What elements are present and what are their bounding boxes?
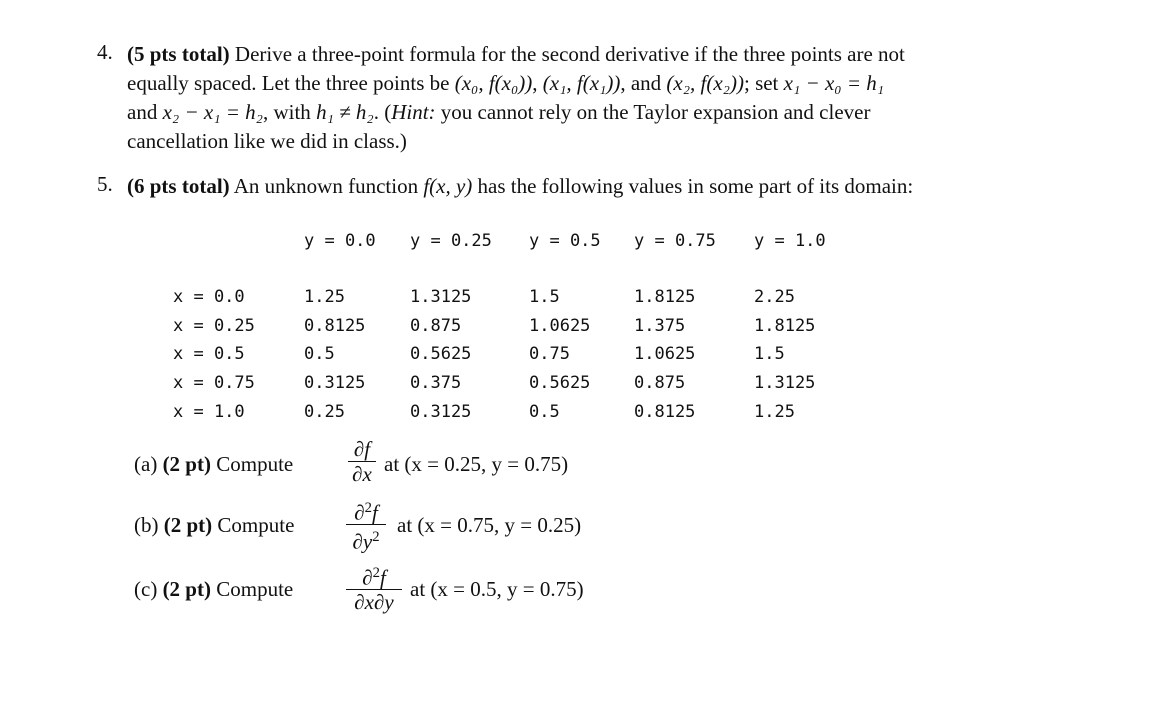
col-header: y = 0.0: [304, 231, 376, 251]
part-b-point: at (x = 0.75, y = 0.25): [397, 513, 582, 537]
problem-5-text: (6 pts total) An unknown function f(x, y) has the following values in some part of its domain:: [127, 174, 914, 198]
problem-4-line-4: cancellation like we did in class.): [127, 129, 407, 153]
col-header: y = 1.0: [754, 231, 826, 251]
part-b: (b) (2 pt) Compute: [134, 513, 295, 537]
table-cell: 0.5: [529, 401, 560, 422]
col-header: y = 0.25: [410, 231, 492, 251]
table-cell: 0.5625: [529, 373, 591, 394]
table-cell: 1.375: [634, 315, 686, 336]
table-cell: 1.8125: [754, 315, 816, 336]
problem-5-points: (6 pts total): [127, 174, 230, 198]
fraction-d2f-dxdy: ∂$^2$f ∂x∂y: [346, 562, 402, 613]
problem-4-line-1: (5 pts total) Derive a three-point formula for the second derivative if the three points are not: [127, 42, 905, 66]
problem-5-number: 5.: [97, 172, 113, 196]
table-cell: 1.3125: [410, 287, 472, 307]
problem-4-number: 4.: [97, 40, 113, 64]
table-cell: 0.3125: [304, 373, 366, 394]
problem-4-text: [127, 40, 1072, 156]
table-cell: 0.3125: [410, 401, 472, 422]
table-cell: 0.8125: [634, 401, 696, 422]
table-cell: 0.375: [410, 373, 462, 394]
row-label: x = 0.0: [173, 287, 245, 307]
problem-4-line-3: and x₂ − x₁ = h₂, with h₁ ≠ h₂. (Hint: you cannot rely on the Taylor expansion and clever: [127, 100, 871, 124]
part-a-point: at (x = 0.25, y = 0.75): [384, 452, 569, 476]
row-label: x = 1.0: [173, 401, 245, 422]
table-cell: 1.8125: [634, 287, 696, 307]
col-header: y = 0.5: [529, 231, 601, 251]
row-label: x = 0.5: [173, 344, 245, 365]
table-cell: 0.25: [304, 401, 345, 422]
table-cell: 0.875: [634, 373, 686, 394]
table-cell: 1.25: [754, 401, 795, 422]
table-cell: 0.875: [410, 315, 462, 336]
part-c: (c) (2 pt) Compute: [134, 577, 294, 601]
table-cell: 0.75: [529, 344, 570, 365]
part-a: (a) (2 pt) Compute: [134, 452, 294, 476]
table-cell: 1.25: [304, 287, 345, 307]
fraction-df-dx: ∂f ∂x: [348, 438, 376, 485]
table-cell: 2.25: [754, 287, 795, 307]
col-header: y = 0.75: [634, 231, 716, 251]
part-c-point: at (x = 0.5, y = 0.75): [410, 577, 584, 601]
problem-4-line-2: equally spaced. Let the three points be (x₀, f(x₀)), (x₁, f(x₁)), and (x₂, f(x₂)); set x₁ − x₀ = h₁: [127, 71, 885, 95]
row-label: x = 0.75: [173, 373, 255, 394]
row-label: x = 0.25: [173, 315, 255, 336]
table-cell: 1.0625: [634, 344, 696, 365]
table-cell: 1.5: [754, 344, 785, 365]
problem-4-points: (5 pts total): [127, 42, 230, 66]
table-cell: 1.0625: [529, 315, 591, 336]
fraction-d2f-dy2: ∂$^2$f $\partial y^2$: [346, 497, 386, 553]
table-cell: 0.5625: [410, 344, 472, 365]
table-cell: 0.5: [304, 344, 335, 365]
table-cell: 0.8125: [304, 315, 366, 336]
table-cell: 1.5: [529, 287, 560, 307]
table-cell: 1.3125: [754, 373, 816, 394]
